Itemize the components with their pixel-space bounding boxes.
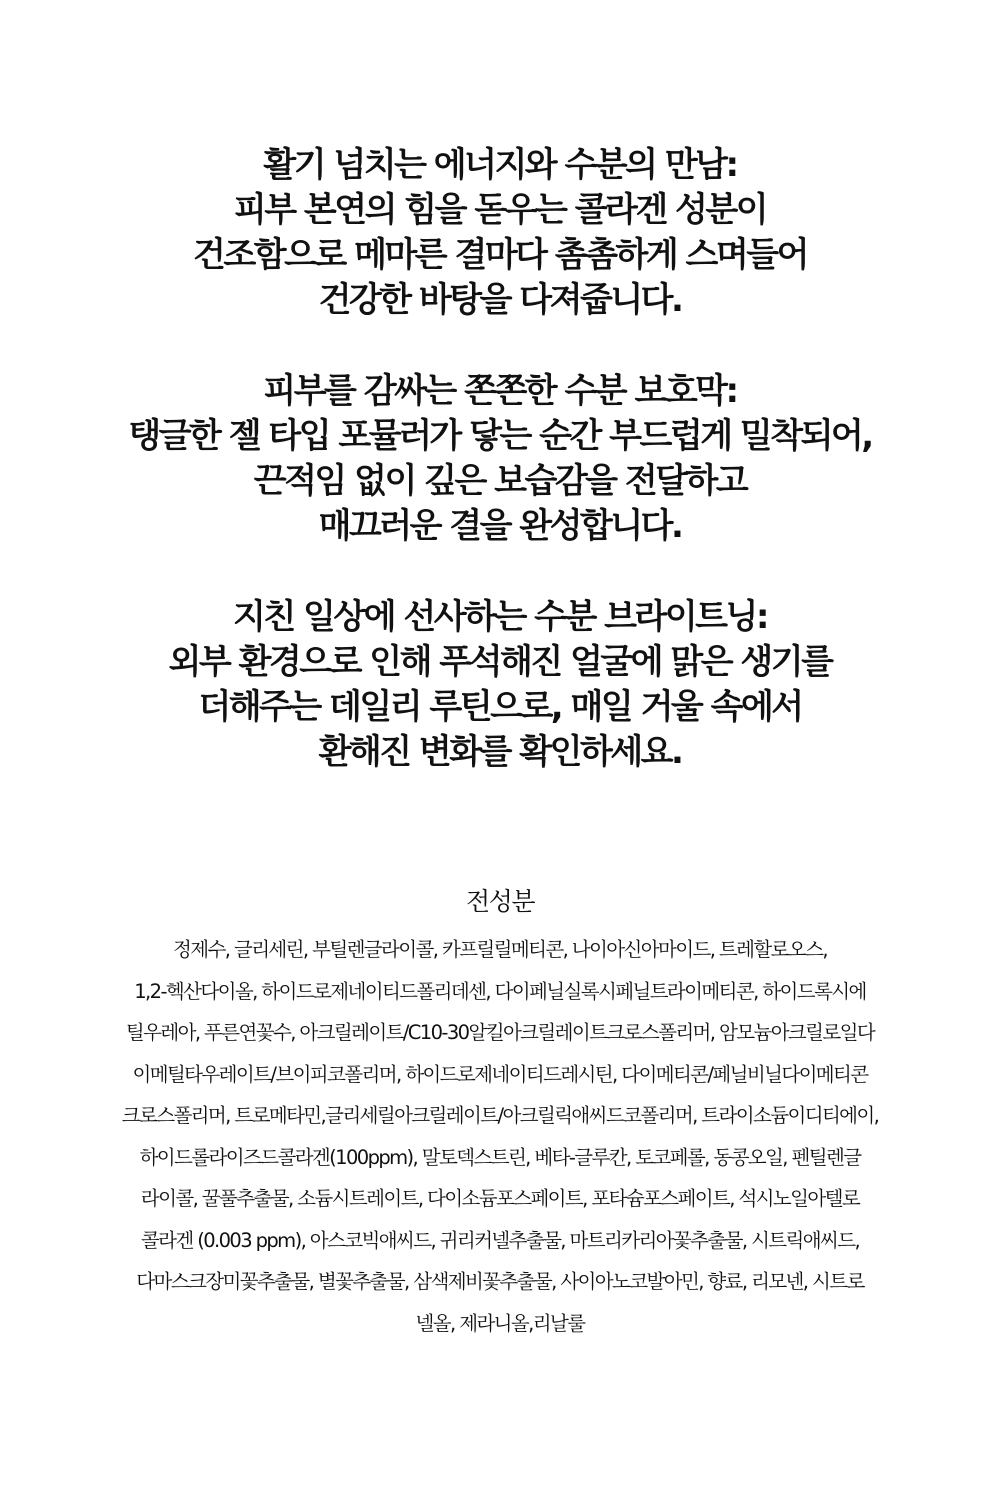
intro-line: 건조함으로 메마른 결마다 촘촘하게 스며들어 xyxy=(193,235,807,275)
intro-line: 환해진 변화를 확인하세요. xyxy=(318,732,682,772)
ingredients-line: 하이드롤라이즈드콜라겐(100ppm), 말토덱스트린, 베타-글루칸, 토코페롤, 동콩오일, 펜틸렌글 xyxy=(139,1145,861,1169)
intro-paragraph xyxy=(0,143,1000,323)
ingredients-line: 1,2-헥산다이올, 하이드로제네이티드폴리데센, 다이페닐실록시페닐트라이메티콘, 하이드록시에 xyxy=(134,979,866,1003)
intro-paragraph xyxy=(0,595,1000,775)
intro-line: 끈적임 없이 깊은 보습감을 전달하고 xyxy=(253,461,747,501)
ingredients-line: 틸우레아, 푸른연꽃수, 아크릴레이트/C10-30알킬아크릴레이트크로스폴리머, 암모늄아크릴로일다 xyxy=(125,1021,875,1044)
ingredients-line: 넬올, 제라니올,리날룰 xyxy=(415,1311,585,1335)
intro-line: 탱글한 젤 타입 포뮬러가 닿는 순간 부드럽게 밀착되어, xyxy=(128,416,872,456)
intro-line: 더해주는 데일리 루틴으로, 매일 거울 속에서 xyxy=(198,687,802,727)
intro-section xyxy=(0,143,1000,821)
ingredients-line: 다마스크장미꽃추출물, 별꽃추출물, 삼색제비꽃추출물, 사이아노코발아민, 향료, 리모넨, 시트로 xyxy=(136,1270,864,1293)
ingredients-line: 라이콜, 꿀풀추출물, 소듐시트레이트, 다이소듐포스페이트, 포타슘포스페이트, 석시노일아텔로 xyxy=(140,1187,860,1210)
ingredients-line: 정제수, 글리세린, 부틸렌글라이콜, 카프릴릴메티콘, 나이아신아마이드, 트레할로오스, xyxy=(173,938,827,961)
ingredients-line: 이메틸타우레이트/브이피코폴리머, 하이드로제네이티드레시틴, 다이메티콘/페닐비닐다이메티콘 xyxy=(132,1062,868,1086)
intro-line: 매끄러운 결을 완성합니다. xyxy=(318,506,682,546)
ingredients-section xyxy=(0,877,1000,1344)
intro-line: 피부 본연의 힘을 돋우는 콜라겐 성분이 xyxy=(233,190,767,230)
intro-paragraph xyxy=(0,369,1000,549)
intro-line: 외부 환경으로 인해 푸석해진 얼굴에 맑은 생기를 xyxy=(168,642,832,682)
ingredients-line: 콜라겐 (0.003 ppm), 아스코빅애씨드, 귀리커넬추출물, 마트리카리아꽃추출물, 시트릭애씨드, xyxy=(140,1228,860,1252)
ingredients-title: 전성분 xyxy=(466,887,534,916)
ingredients-line: 크로스폴리머, 트로메타민,글리세릴아크릴레이트/아크릴릭애씨드코폴리머, 트라이소듐이디티에이, xyxy=(121,1104,879,1127)
intro-line: 지친 일상에 선사하는 수분 브라이트닝: xyxy=(233,597,767,637)
intro-line: 피부를 감싸는 쫀쫀한 수분 보호막: xyxy=(263,371,737,411)
intro-line: 건강한 바탕을 다져줍니다. xyxy=(318,280,682,320)
intro-line: 활기 넘치는 에너지와 수분의 만남: xyxy=(263,145,737,185)
